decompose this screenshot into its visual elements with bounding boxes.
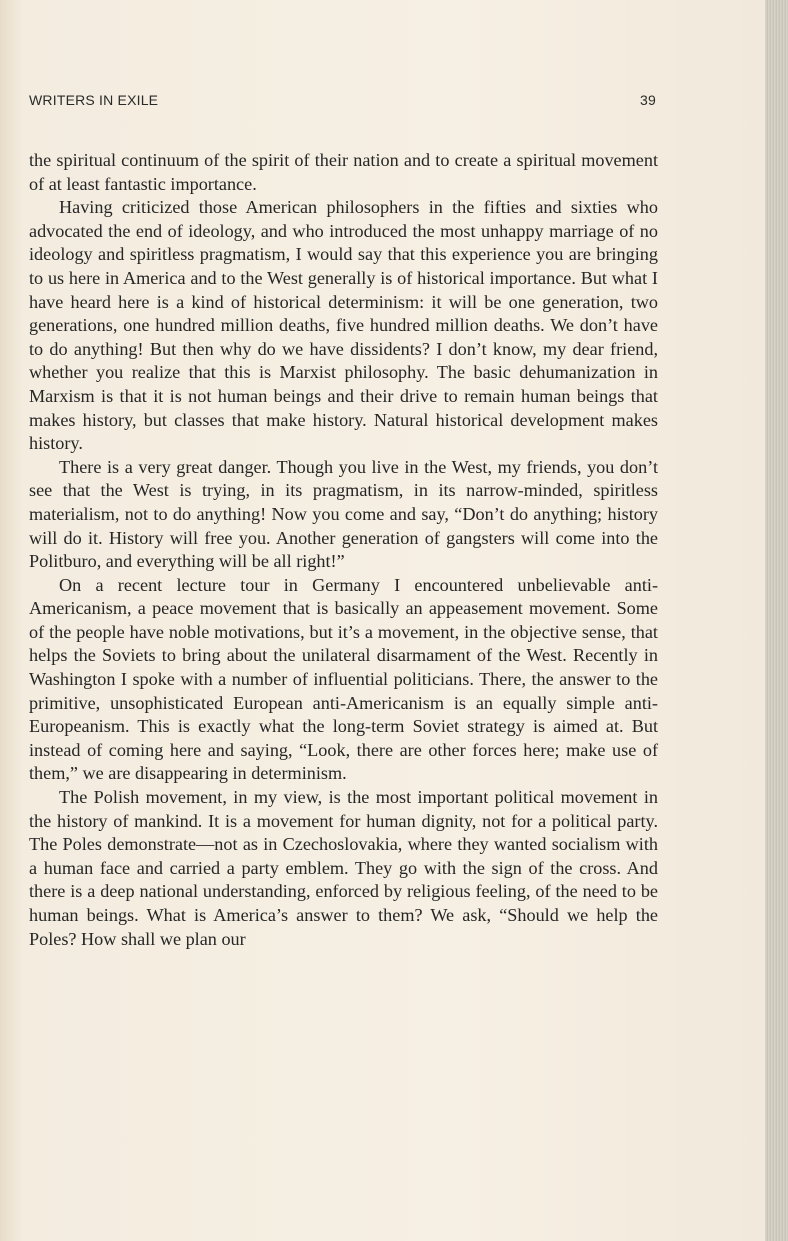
page-number: 39 — [640, 92, 656, 108]
body-text — [29, 149, 658, 951]
paragraph: On a recent lecture tour in Germany I encountered unbelievable anti-Americanism, a peace movement that is basically an appeasement movement. Some of the people have noble motivations, but it’s a movement, in the objective sense, that helps the Soviets to bring about the unilateral disarmament of the West. Recently in Washington I spoke with a number of influential politicians. There, the answer to the primitive, unsophisticated European anti-Americanism is an equally simple anti-Europeanism. This is exactly what the long-term Soviet strategy is aimed at. But instead of coming here and saying, “Look, there are other forces here; make use of them,” we are disappearing in determinism. — [29, 574, 658, 784]
running-head — [29, 92, 656, 110]
paragraph-continued: the spiritual continuum of the spirit of their nation and to create a spiritual movement of at least fantastic importance. — [29, 150, 658, 194]
running-title: WRITERS IN EXILE — [29, 92, 159, 108]
paragraph: There is a very great danger. Though you live in the West, my friends, you don’t see that the West is trying, in its pragmatism, in its narrow-minded, spiritless materialism, not to do anything! Now you come and say, “Don’t do anything; history will do it. History will free you. Another generation of gangsters will come into the Politburo, and everything will be all right!” — [29, 456, 658, 572]
page-stack-edge — [765, 0, 788, 1241]
paragraph: The Polish movement, in my view, is the most important political movement in the history of mankind. It is a movement for human dignity, not for a political party. The Poles demonstrate—not as in Czechoslovakia, where they wanted socialism with a human face and carried a party emblem. They go with the sign of the cross. And there is a deep national understanding, enforced by religious feeling, of the need to be human beings. What is America’s answer to them? We ask, “Should we help the Poles? How shall we plan our — [29, 787, 658, 949]
paragraph: Having criticized those American philosophers in the fifties and sixties who advocated the end of ideology, and who introduced the most unhappy marriage of no ideology and spiritless pragmatism, I would say that this experience you are bringing to us here in America and to the West generally is of historical importance. But what I have heard here is a kind of historical determinism: it will be one generation, two generations, one hundred million deaths, five hundred million deaths. We don’t have to do anything! But then why do we have dissidents? I don’t know, my dear friend, whether you realize that this is Marxist philosophy. The basic dehumanization in Marxism is that it is not human beings and their drive to remain human beings that makes history, but classes that make history. Natural historical development makes history. — [29, 197, 658, 454]
